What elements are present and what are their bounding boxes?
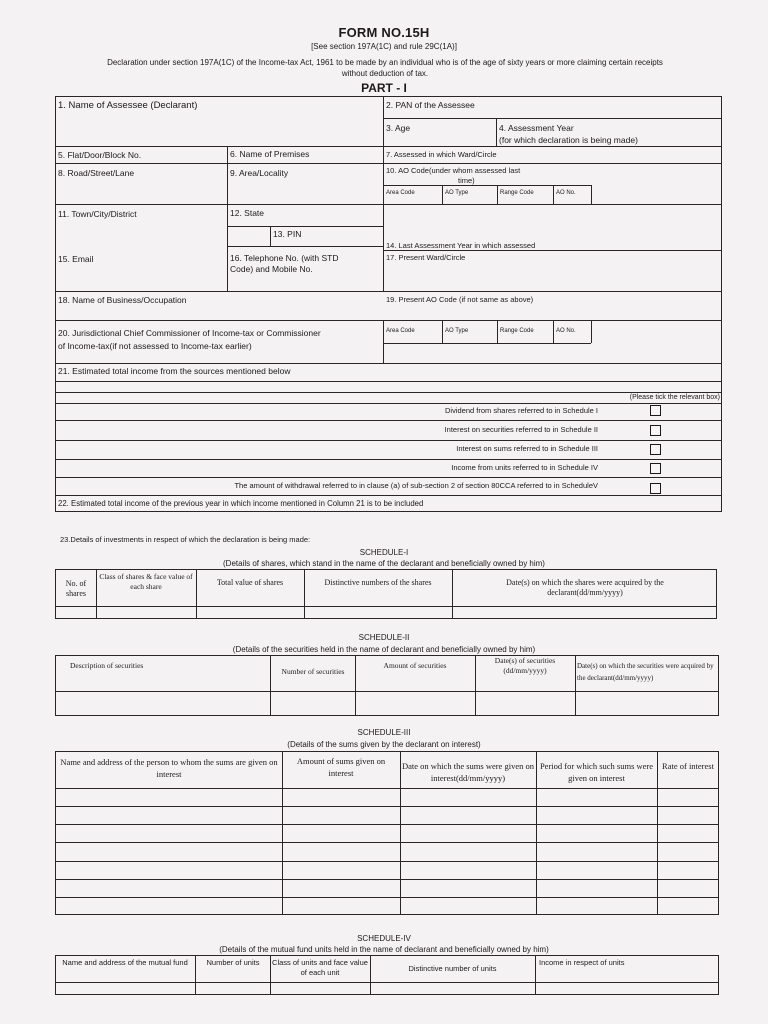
schedule-3-col-period: Period for which such sums were given on interest bbox=[539, 761, 654, 783]
form-reference: [See section 197A(1C) and rule 29C(1A)] bbox=[311, 42, 457, 51]
grid-line bbox=[536, 751, 537, 915]
grid-line bbox=[55, 363, 722, 364]
field-label-present-ward: 17. Present Ward/Circle bbox=[386, 253, 466, 262]
schedule-3-subtitle: (Details of the sums given by the declarant on interest) bbox=[287, 740, 481, 749]
field-label-assessment-year-note: (for which declaration is being made) bbox=[499, 135, 638, 145]
grid-line bbox=[370, 955, 371, 995]
grid-line bbox=[55, 982, 719, 983]
form-title: FORM NO.15H bbox=[338, 25, 430, 40]
grid-line bbox=[55, 320, 722, 321]
grid-line bbox=[55, 403, 722, 404]
field-label-present-ao: 19. Present AO Code (if not same as above) bbox=[386, 295, 534, 304]
field-label-telephone-2: Code) and Mobile No. bbox=[230, 264, 313, 274]
field-label-email: 15. Email bbox=[58, 254, 94, 264]
grid-line bbox=[55, 146, 722, 147]
grid-line bbox=[497, 185, 498, 204]
schedule-2-col-description: Description of securities bbox=[70, 661, 144, 670]
field-label-assessment-year: 4. Assessment Year bbox=[499, 123, 574, 133]
schedule-2-title: SCHEDULE-II bbox=[358, 633, 410, 642]
field-label-assessee-name: 1. Name of Assessee (Declarant) bbox=[58, 100, 198, 111]
field-label-last-ay: 14. Last Assessment Year in which assessed bbox=[386, 241, 536, 250]
schedule-2-col-acquired: Date(s) on which the securities were acquired by the declarant(dd/mm/yyyy) bbox=[577, 662, 714, 682]
grid-line bbox=[55, 788, 719, 789]
grid-line bbox=[55, 420, 722, 421]
schedules-intro: 23.Details of investments in respect of which the declaration is being made: bbox=[60, 535, 311, 544]
grid-line bbox=[55, 879, 719, 880]
schedule-2-col-amount: Amount of securities bbox=[383, 661, 447, 670]
grid-line bbox=[383, 96, 384, 291]
schedule-2-col-date: Date(s) of securities (dd/mm/yyyy) bbox=[494, 656, 556, 675]
field-label-estimated-income: 21. Estimated total income from the sources mentioned below bbox=[58, 366, 291, 376]
sums-checkbox[interactable] bbox=[650, 444, 661, 455]
grid-line bbox=[355, 655, 356, 716]
schedule-1-col-date: Date(s) on which the shares were acquired by the declarant(dd/mm/yyyy) bbox=[506, 578, 664, 597]
source-withdrawal-label: The amount of withdrawal referred to in clause (a) of sub-section 2 of section 80CCA referred to in ScheduleV bbox=[234, 481, 598, 490]
grid-line bbox=[195, 955, 196, 995]
schedule-3-col-name: Name and address of the person to whom the sums are given on interest bbox=[60, 757, 278, 779]
field-label-pin: 13. PIN bbox=[273, 229, 302, 239]
grid-line bbox=[55, 842, 719, 843]
schedule-4-title: SCHEDULE-IV bbox=[357, 934, 411, 943]
source-sums-label: Interest on sums referred to in Schedule III bbox=[456, 444, 598, 453]
field-label-ao-code: 10. AO Code(under whom assessed last bbox=[386, 166, 521, 175]
tick-note: (Please tick the relevant box) bbox=[629, 394, 720, 401]
grid-line bbox=[535, 955, 536, 995]
field-label-state: 12. State bbox=[230, 208, 265, 218]
field-label-telephone: 16. Telephone No. (with STD bbox=[230, 253, 339, 263]
grid-line bbox=[196, 569, 197, 619]
field-label-ward-circle: 7. Assessed in which Ward/Circle bbox=[386, 150, 497, 159]
grid-line bbox=[55, 691, 719, 692]
grid-line bbox=[304, 569, 305, 619]
field-label-previous-year-income: 22. Estimated total income of the previous year in which income mentioned in Column 21 is to be included bbox=[58, 499, 424, 508]
grid-line bbox=[383, 185, 591, 186]
grid-line bbox=[282, 751, 283, 915]
grid-line bbox=[383, 320, 384, 363]
grid-line bbox=[227, 146, 228, 291]
grid-line bbox=[55, 897, 719, 898]
ao-type-label: AO Type bbox=[445, 328, 469, 334]
schedule-1-col-shares: No. of shares bbox=[65, 579, 87, 598]
grid-line bbox=[475, 655, 476, 716]
schedule-1-col-class: Class of shares & face value of each share bbox=[99, 572, 193, 591]
withdrawal-checkbox[interactable] bbox=[650, 483, 661, 494]
declaration-text: Declaration under section 197A(1C) of the Income-tax Act, 1961 to be made by an individual who is of the age of sixty years or more claiming certain receipts without deduction of tax. bbox=[107, 58, 663, 78]
grid-line bbox=[55, 806, 719, 807]
grid-line bbox=[442, 185, 443, 204]
grid-line bbox=[55, 440, 722, 441]
grid-line bbox=[496, 118, 497, 146]
schedule-4-subtitle: (Details of the mutual fund units held in the name of declarant and beneficially owned by him) bbox=[219, 945, 549, 954]
grid-line bbox=[96, 569, 97, 619]
schedule-4-col-class: Class of units and face value of each unit bbox=[272, 958, 368, 977]
grid-line bbox=[575, 655, 576, 716]
field-label-ao-code-time: time) bbox=[458, 176, 475, 185]
grid-line bbox=[55, 495, 722, 496]
schedule-3-title: SCHEDULE-III bbox=[357, 728, 411, 737]
grid-line bbox=[270, 955, 271, 995]
schedule-2-col-number: Number of securities bbox=[281, 667, 345, 676]
schedule-4-col-income: Income in respect of units bbox=[539, 958, 625, 967]
securities-checkbox[interactable] bbox=[650, 425, 661, 436]
grid-line bbox=[227, 226, 383, 227]
source-securities-label: Interest on securities referred to in Schedule II bbox=[444, 425, 598, 434]
grid-line bbox=[591, 185, 592, 204]
grid-line bbox=[553, 320, 554, 343]
schedule-1-title: SCHEDULE-I bbox=[359, 548, 409, 557]
field-label-commissioner: 20. Jurisdictional Chief Commissioner of Income-tax or Commissioner bbox=[58, 328, 321, 338]
grid-line bbox=[452, 569, 453, 619]
grid-line bbox=[55, 204, 722, 205]
ao-range-code-label: Range Code bbox=[500, 328, 534, 334]
grid-line bbox=[55, 606, 717, 607]
grid-line bbox=[55, 861, 719, 862]
source-units-label: Income from units referred to in Schedule IV bbox=[451, 463, 598, 472]
ao-type-label: AO Type bbox=[445, 190, 469, 196]
grid-line bbox=[400, 751, 401, 915]
grid-line bbox=[227, 246, 383, 247]
grid-line bbox=[497, 320, 498, 343]
schedule-1-col-total: Total value of shares bbox=[216, 578, 284, 587]
grid-line bbox=[55, 824, 719, 825]
grid-line bbox=[55, 477, 722, 478]
field-label-premises: 6. Name of Premises bbox=[230, 149, 310, 159]
field-label-area: 9. Area/Locality bbox=[230, 168, 289, 178]
schedule-1-col-distinctive: Distinctive numbers of the shares bbox=[324, 578, 432, 587]
schedule-1-subtitle: (Details of shares, which stand in the name of the declarant and beneficially owned by him) bbox=[223, 559, 545, 568]
grid-line bbox=[55, 291, 722, 292]
ao-no-label: AO No. bbox=[556, 190, 576, 196]
schedule-4-col-units: Number of units bbox=[206, 958, 260, 967]
schedule-3-col-rate: Rate of interest bbox=[662, 761, 714, 771]
ao-area-code-label: Area Code bbox=[386, 328, 415, 334]
dividend-checkbox[interactable] bbox=[650, 405, 661, 416]
grid-line bbox=[55, 459, 722, 460]
field-label-business: 18. Name of Business/Occupation bbox=[58, 295, 187, 305]
grid-line bbox=[270, 226, 271, 246]
ao-area-code-label: Area Code bbox=[386, 190, 415, 196]
schedule-4-col-name: Name and address of the mutual fund bbox=[62, 958, 188, 967]
grid-line bbox=[270, 655, 271, 716]
field-label-road: 8. Road/Street/Lane bbox=[58, 168, 135, 178]
part-title: PART - I bbox=[361, 81, 407, 95]
grid-line bbox=[591, 320, 592, 343]
grid-line bbox=[55, 163, 722, 164]
field-label-pan: 2. PAN of the Assessee bbox=[386, 100, 475, 110]
field-label-town: 11. Town/City/District bbox=[58, 209, 137, 219]
ao-range-code-label: Range Code bbox=[500, 190, 534, 196]
field-label-commissioner-2: of Income-tax(if not assessed to Income-tax earlier) bbox=[58, 341, 252, 351]
grid-line bbox=[657, 751, 658, 915]
units-checkbox[interactable] bbox=[650, 463, 661, 474]
grid-line bbox=[383, 118, 722, 119]
field-label-age: 3. Age bbox=[386, 123, 411, 133]
schedule-3-col-date: Date on which the sums were given on interest(dd/mm/yyyy) bbox=[402, 761, 534, 783]
ao-no-label: AO No. bbox=[556, 328, 576, 334]
grid-line bbox=[55, 381, 722, 382]
grid-line bbox=[442, 320, 443, 343]
schedule-3-col-amount: Amount of sums given on interest bbox=[296, 756, 386, 778]
schedule-2-subtitle: (Details of the securities held in the name of declarant and beneficially owned by him) bbox=[232, 645, 536, 654]
field-label-flat: 5. Flat/Door/Block No. bbox=[58, 150, 142, 160]
source-dividend-label: Dividend from shares referred to in Schedule I bbox=[445, 406, 598, 415]
grid-line bbox=[383, 343, 591, 344]
grid-line bbox=[553, 185, 554, 204]
schedule-4-col-distinctive: Distinctive number of units bbox=[408, 964, 497, 973]
